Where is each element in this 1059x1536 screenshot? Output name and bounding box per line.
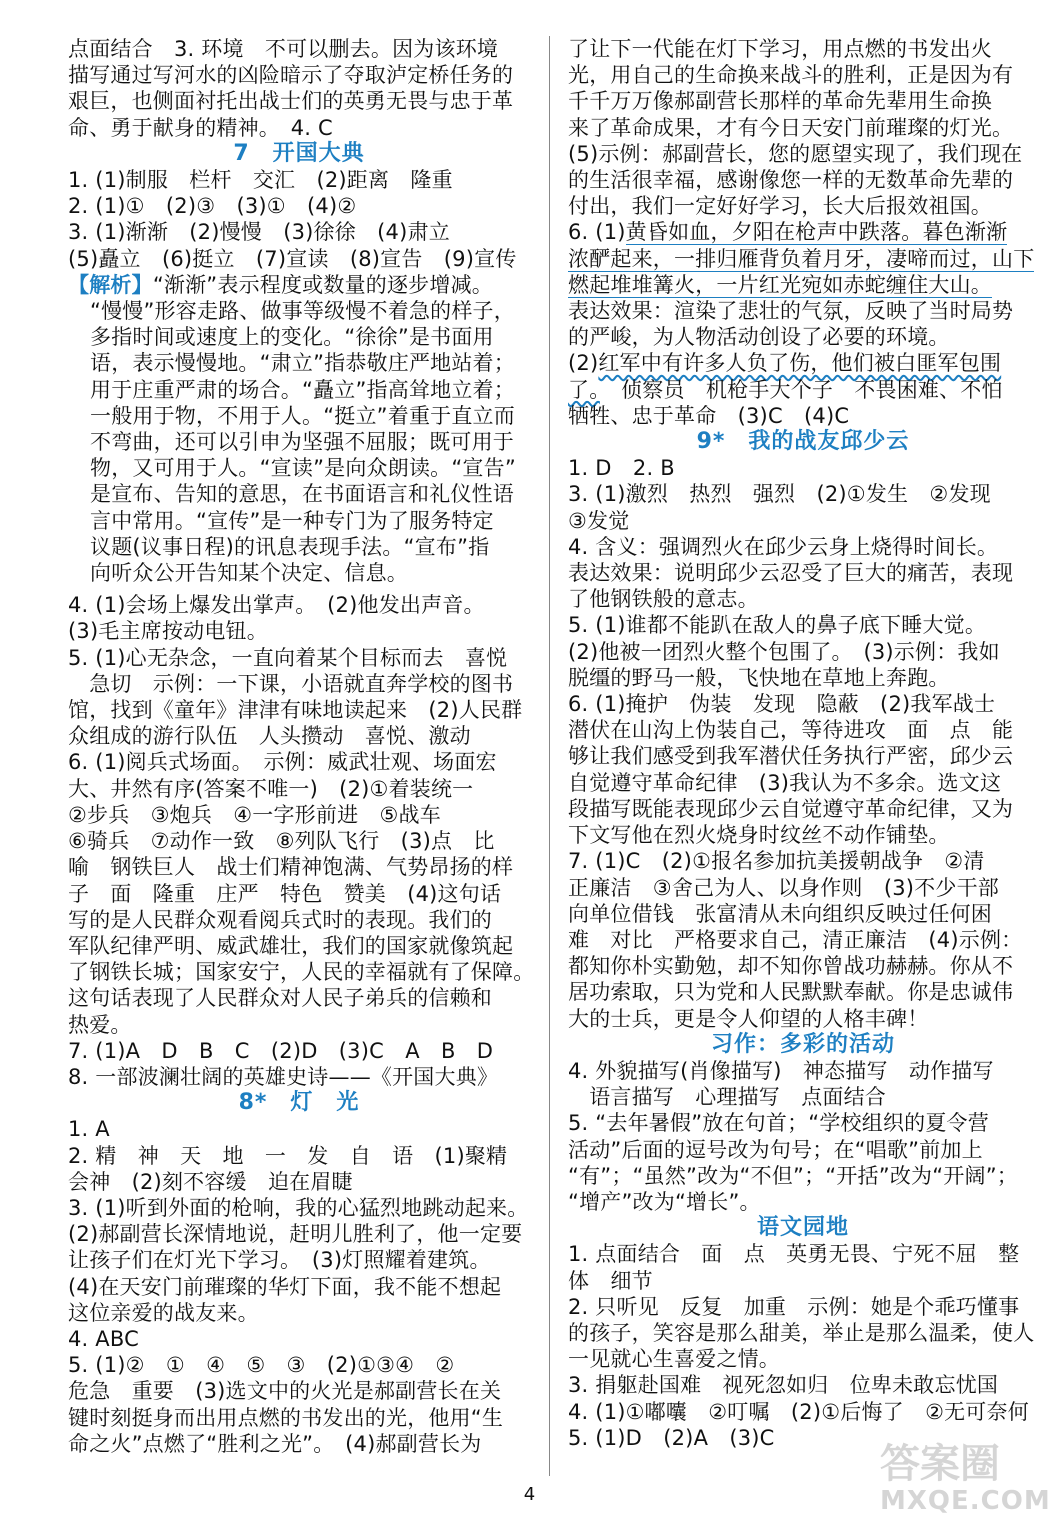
q62-prefix: (2) <box>568 351 599 376</box>
text-line: 大、井然有序(答案不唯一) (2)①着装统一 <box>68 776 474 801</box>
text-line: 3. (1)听到外面的枪响，我的心猛烈地跳动起来。 <box>68 1195 529 1220</box>
text-line: 一般用于物，不用于人。“挺立”着重于直立而 <box>90 403 515 428</box>
text-line: 多指时间或速度上的变化。“徐徐”是书面用 <box>90 325 494 350</box>
text-line <box>568 246 1038 272</box>
text-line: 3. 捐躯赴国难 视死忽如归 位卑未敢忘忧国 <box>568 1373 999 1398</box>
text-line: 危急 重要 (3)选文中的火光是郝副营长在关 <box>68 1379 502 1404</box>
right-block6 <box>568 1241 1038 1451</box>
text-line: 议题(议事日程)的讯息表现手法。“宣布”指 <box>90 534 490 559</box>
text-line: 7. (1)A D B C (2)D (3)C A B D <box>68 1038 494 1063</box>
text-line: 了让下一代能在灯下学习，用点燃的书发出火 <box>568 37 992 61</box>
text-line: 命、勇于献身的精神。 4. C <box>68 115 333 140</box>
text-line: 潜伏在山沟上伪装自己，等待进攻 面 点 能 <box>568 718 1014 743</box>
text-line: 这位亲爱的战友来。 <box>68 1300 259 1325</box>
text-line: 活动”后面的逗号改为句号；在“唱歌”前加上 <box>568 1137 983 1162</box>
text-line: ⑥骑兵 ⑦动作一致 ⑧列队飞行 (3)点 比 <box>68 829 495 854</box>
text-line: 5. (1)心无杂念，一直向着某个目标而去 喜悦 <box>68 645 508 670</box>
watermark-url: MXQE.COM <box>880 1486 1051 1516</box>
text-line: 子 面 隆重 庄严 特色 赞美 (4)这句话 <box>68 881 502 906</box>
text-line: 表达效果：说明邱少云忍受了巨大的痛苦，表现 <box>568 561 1014 586</box>
text-line: 语，表示慢慢地。“肃立”指恭敬庄严地站着； <box>90 351 515 376</box>
text-line: 牺牲、忠于革命 (3)C (4)C <box>568 403 850 428</box>
lesson-7-title: 7 开国大典 <box>233 140 365 166</box>
right-block3 <box>568 403 1038 429</box>
underlined-text: 燃起堆堆篝火，一片红光宛如赤蛇缠住大山。 <box>568 272 992 297</box>
text-line: 2. 精 神 天 地 一 发 自 语 (1)聚精 <box>68 1143 508 1168</box>
q62-rest: 侦察员 机枪手大个子 不畏困难、不怕 <box>599 377 1003 402</box>
right-block5 <box>568 1058 1038 1215</box>
text-line <box>568 272 1038 298</box>
text-line: 难 对比 严格要求自己，清正廉洁 (4)示例： <box>568 927 1023 952</box>
text-line: 2. (1)① (2)③ (3)① (4)② <box>68 194 357 219</box>
writing-title: 习作：多彩的活动 <box>710 1031 895 1057</box>
wavy-underlined-text: 红军中有许多人负了伤，他们被白匪军包围 <box>598 351 1002 376</box>
text-line: 4. ABC <box>68 1326 139 1351</box>
lesson-9-title: 9* 我的战友邱少云 <box>696 429 910 455</box>
text-line: 5. “去年暑假”放在句首；“学校组织的夏令营 <box>568 1111 989 1136</box>
q6-prefix: 6. (1) <box>568 220 626 245</box>
underlined-text: 浓酽起来，一排归雁背负着月牙，凄啼而过，山下 <box>568 246 1035 271</box>
text-line: (5)矗立 (6)挺立 (7)宣读 (8)宣告 (9)宣传 <box>68 246 517 271</box>
text-line: 了他钢铁般的意志。 <box>568 587 759 612</box>
text-line: 这句话表现了人民群众对人民子弟兵的信赖和 <box>68 986 492 1011</box>
left-block2 <box>68 167 530 272</box>
text-line: 艰巨，也侧面衬托出战士们的英勇无畏与忠于革 <box>68 89 514 114</box>
text-line: 6. (1)掩护 伪装 发现 隐蔽 (2)我军战士 <box>568 692 996 717</box>
text-line: 点面结合 3. 环境 不可以删去。因为该环境 <box>68 37 499 61</box>
text-line: 脱缰的野马一般，飞快地在草地上奔跑。 <box>568 665 950 690</box>
text-line: 的孩子，笑容是那么甜美，举止是那么温柔，使人 <box>568 1320 1035 1345</box>
text-line: 的生活很幸福，感谢像您一样的无数革命先辈的 <box>568 168 1014 193</box>
text-line: 4. (1)①嘟囔 ②叮嘱 (2)①后悔了 ②无可奈何 <box>568 1399 1029 1424</box>
text-line: “慢慢”形容走路、做事等级慢不着急的样子， <box>90 299 515 324</box>
text-line: (2)郝副营长深情地说，赶明儿胜利了，他一定要 <box>68 1222 523 1247</box>
text-line: 光，用自己的生命换来战斗的胜利，正是因为有 <box>568 63 1014 88</box>
text-line: (3)毛主席按动电钮。 <box>68 619 268 644</box>
underlined-text: 黄昏如血，夕阳在枪声中跌落。暮色渐渐 <box>625 220 1008 245</box>
text-line: 的严峻，为人物活动创设了必要的环境。 <box>568 325 950 350</box>
text-line: ③发觉 <box>568 508 630 533</box>
text-line: 5. (1)② ① ④ ⑤ ③ (2)①③④ ② <box>68 1353 455 1378</box>
q6-2-wavy <box>568 350 1038 402</box>
text-line: 都知你朴实勤勉，却不知你曾战功赫赫。你从不 <box>568 954 1014 979</box>
analysis-first: “渐渐”表示程度或数量的逐步增减。 <box>152 272 493 297</box>
text-line: 表达效果：渲染了悲壮的气氛，反映了当时局势 <box>568 299 1014 324</box>
text-line: 下文写他在烈火烧身时纹丝不动作铺垫。 <box>568 823 950 848</box>
left-block1 <box>68 36 530 141</box>
text-line: 一见就心生喜爱之情。 <box>568 1347 780 1372</box>
wavy-underlined-text: 了。 <box>568 377 600 402</box>
text-line: 体 细节 <box>568 1268 653 1293</box>
text-line: 物，又可用于人。“宣读”是向众朗读。“宣告” <box>90 456 516 481</box>
text-line: 自觉遵守革命纪律 (3)我认为不多余。选文这 <box>568 770 1002 795</box>
text-line: 向听众公开告知某个决定、信息。 <box>90 561 408 586</box>
left-block4 <box>68 1116 530 1457</box>
text-line: 够让我们感受到我军潜伏任务执行严密，邱少云 <box>568 744 1014 769</box>
text-line: 向单位借钱 张富清从未向组织反映过任何困 <box>568 901 992 926</box>
text-line: 1. D 2. B <box>568 456 675 481</box>
watermark-text: 答案圈 <box>880 1441 1000 1487</box>
text-line: 了钢铁长城；国家安宁，人民的幸福就有了保障。 <box>68 960 535 985</box>
text-line: 馆，找到《童年》津津有味地读起来 (2)人民群 <box>68 698 523 723</box>
text-line: 写的是人民群众观看阅兵式时的表现。我们的 <box>68 907 492 932</box>
right-block1 <box>568 36 1038 219</box>
text-line: 会神 (2)刻不容缓 迫在眉睫 <box>68 1169 353 1194</box>
text-line: 7. (1)C (2)①报名参加抗美援朝战争 ②清 <box>568 849 985 874</box>
text-line: 2. 只听见 反复 加重 示例：她是个乖巧懂事 <box>568 1294 1020 1319</box>
left-column <box>68 36 535 1457</box>
text-line: 描写通过写河水的凶险暗示了夺取泸定桥任务的 <box>68 63 514 88</box>
text-line: 4. 外貌描写(肖像描写) 神态描写 动作描写 <box>568 1058 994 1083</box>
text-line: 不弯曲，还可以引申为坚强不屈服；既可用于 <box>90 430 514 455</box>
analysis-tag: 【解析】 <box>68 272 153 297</box>
text-line: 1. (1)制服 栏杆 交汇 (2)距离 隆重 <box>68 168 453 193</box>
text-line: 热爱。 <box>68 1012 132 1037</box>
page-number: 4 <box>523 1484 536 1505</box>
text-line: 付出，我们一定好好学习，长大后报效祖国。 <box>568 194 992 219</box>
lesson-8-title: 8* 灯 光 <box>238 1090 360 1116</box>
text-line <box>68 272 530 298</box>
text-line: 是宣布、告知的意思，在书面语言和礼仪性语 <box>90 482 514 507</box>
text-line: 1. 点面结合 面 点 英勇无畏、宁死不屈 整 <box>568 1242 1020 1267</box>
text-line <box>568 350 1038 376</box>
text-line <box>568 377 1038 403</box>
text-line: 言中常用。“宣传”是一种专门为了服务特定 <box>90 508 494 533</box>
text-line: 众组成的游行队伍 人头攒动 喜悦、激动 <box>68 724 471 749</box>
yuwen-garden-title: 语文园地 <box>756 1215 849 1241</box>
text-line: 5. (1)D (2)A (3)C <box>568 1425 775 1450</box>
left-block3 <box>68 592 535 1090</box>
text-line: 段描写既能表现邱少云自觉遵守革命纪律，又为 <box>568 796 1014 821</box>
text-line: 用于庄重严肃的场合。“矗立”指高耸地立着； <box>90 377 515 402</box>
column-divider <box>549 36 550 1476</box>
text-line: 来了革命成果，才有今日天安门前璀璨的灯光。 <box>568 115 1014 140</box>
text-line: 语言描写 心理描写 点面结合 <box>568 1085 886 1110</box>
text-line: 6. (1)阅兵式场面。 示例：威武壮观、场面宏 <box>68 750 497 775</box>
analysis-block <box>68 272 530 586</box>
text-line: 3. (1)激烈 热烈 强烈 (2)①发生 ②发现 <box>568 482 991 507</box>
text-line <box>568 219 1038 245</box>
text-line: 1. A <box>68 1117 110 1142</box>
text-line: (4)在天安门前璀璨的华灯下面，我不能不想起 <box>68 1274 502 1299</box>
text-line: 4. 含义：强调烈火在邱少云身上烧得时间长。 <box>568 534 999 559</box>
text-line: 大的士兵，更是令人仰望的人格丰碑！ <box>568 1006 929 1031</box>
right-block4 <box>568 455 1038 1031</box>
text-line: 让孩子们在灯光下学习。 (3)灯照耀着建筑。 <box>68 1248 491 1273</box>
text-line: (5)示例：郝副营长，您的愿望实现了，我们现在 <box>568 141 1023 166</box>
text-line: “有”；“虽然”改为“不但”；“开括”改为“开阔”； <box>568 1163 1018 1188</box>
text-line: (2)他被一团烈火整个包围了。 (3)示例：我如 <box>568 639 1000 664</box>
text-line: 键时刻挺身而出用点燃的书发出的光，他用“生 <box>68 1405 504 1430</box>
text-line: 千千万万像郝副营长那样的革命先辈用生命换 <box>568 89 992 114</box>
text-line: 4. (1)会场上爆发出掌声。 (2)他发出声音。 <box>68 593 485 618</box>
text-line: 5. (1)谁都不能趴在敌人的鼻子底下睡大觉。 <box>568 613 987 638</box>
text-line: 正廉洁 ③舍己为人、以身作则 (3)不少干部 <box>568 875 999 900</box>
text-line: 军队纪律严明、威武雄壮，我们的国家就像筑起 <box>68 933 514 958</box>
watermark-logo <box>880 1442 1050 1532</box>
text-line: ②步兵 ③炮兵 ④一字形前进 ⑤战车 <box>68 802 441 827</box>
text-line: 命之火”点燃了“胜利之光”。 (4)郝副营长为 <box>68 1431 482 1456</box>
text-line: “增产”改为“增长”。 <box>568 1189 761 1214</box>
q6-underlined <box>568 219 1038 298</box>
text-line: 3. (1)渐渐 (2)慢慢 (3)徐徐 (4)肃立 <box>68 220 450 245</box>
text-line: 喻 钢铁巨人 战士们精神饱满、气势昂扬的样 <box>68 855 514 880</box>
right-block2 <box>568 298 1038 350</box>
text-line: 急切 示例：一下课，小语就直奔学校的图书 <box>68 671 514 696</box>
right-column <box>568 36 1038 1451</box>
text-line: 8. 一部波澜壮阔的英雄史诗——《开国大典》 <box>68 1064 499 1089</box>
text-line: 居功索取，只为党和人民默默奉献。你是忠诚伟 <box>568 980 1014 1005</box>
